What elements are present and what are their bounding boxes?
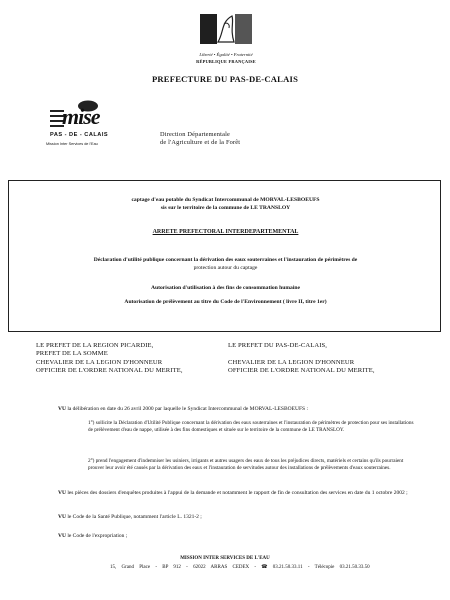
vu-pieces [58,490,424,497]
prefet-left-line-3: CHEVALIER DE LA LEGION D'HONNEUR [36,358,163,366]
marianne-logo-icon [194,12,258,52]
vu-pieces-text: les pièces des dossiers d'enquêtes produites à l'appui de la demande et notamment le rapport de fin de consultation des services en date du 1 octobre 2002 ; [67,490,408,496]
republique-francaise-logo [194,12,258,70]
direction-line-1: Direction Départementale [160,131,231,138]
captage-line-1: captage d'eau potable du Syndicat Intercommunal de MORVAL-LESBOEUFS [131,197,320,203]
vu-label: VU [58,490,66,496]
prefet-pas-de-calais-block [228,342,438,376]
vu-code-expropriation-text: le Code de l'expropriation ; [67,533,128,539]
arrete-header-box [8,180,441,332]
prefet-left-line-2: PREFET DE LA SOMME [36,350,108,358]
vu-label: VU [58,406,66,412]
mise-logo [46,98,132,156]
prefet-right-line-2 [228,350,438,358]
footer-address: 15, Grand Place - BP 912 - 62022 ARRAS CEDEX - ☎ 03.21.50.33.11 - Télécopie 03.21.50.33.50 [110,565,370,570]
vu-code-expropriation [58,533,424,540]
declaration-line-1: Déclaration d'utilité publique concernant la dérivation des eaux souterraines et l'instauration de périmètres de [93,257,358,263]
prefecture-title: PREFECTURE DU PAS-DE-CALAIS [151,74,299,84]
declaration-line-2: protection autour du captage [193,265,258,271]
footer-mission: MISSION INTER SERVICES DE L'EAU [180,556,270,561]
prefet-right-line-4: OFFICIER DE L'ORDRE NATIONAL DU MERITE, [228,367,375,375]
vu-code-sante-text: le Code de la Santé Publique, notamment l'article L. 1321-2 ; [67,514,202,520]
direction-line-2: de l'Agriculture et de la Forêt [160,139,241,146]
autorisation-prelevement: Autorisation de prélèvement au titre du Code de l'Environnement ( livre II, titre 1er) [124,299,327,305]
country-name: RÉPUBLIQUE FRANÇAISE [196,59,256,64]
arrete-title: ARRETE PREFECTORAL INTERDEPARTEMENTAL [152,229,299,235]
sollicite-paragraph: 1°) sollicite la Déclaration d'Utilité Publique concernant la dérivation des eaux souterraines et l'instauration de périmètres de protection pour ses installations de prélèvement d'eau de nappe, utilisée à des fins domestiques et située sur le territoire de la commune de LE TRANSLOY. [88,420,414,434]
engagement-paragraph: 2°) prend l'engagement d'indemniser les usiniers, irrigants et autres usagers des eaux de tous les préjudices directs, matériels et certains qu'ils pourraient prouver leur avoir été causés par la dérivation des eaux et l'instauration de servitudes autour des installations de prélèvements d'eaux souterraines. [88,458,404,472]
captage-line-2: sis sur le territoire de la commune de LE TRANSLOY [160,205,291,211]
vu-code-sante [58,514,424,521]
prefet-picardie-block [36,342,226,376]
vu-deliberation-text: la délibération en date du 26 avril 2000 par laquelle le Syndicat Intercommunal de MORVAL-LESBOEUFS : [67,406,308,412]
prefet-right-line-3: CHEVALIER DE LA LEGION D'HONNEUR [228,358,355,366]
vu-label: VU [58,533,66,539]
mise-subtitle: PAS - DE - CALAIS [50,132,109,138]
prefet-left-line-1: LE PREFET DE LA REGION PICARDIE, [36,342,154,349]
mise-logo-text: mise [62,104,100,129]
direction-block [160,131,240,147]
vu-deliberation [58,406,424,413]
motto-text: Liberté • Égalité • Fraternité [199,52,253,57]
vu-label: VU [58,514,66,520]
prefet-right-line-1: LE PREFET DU PAS-DE-CALAIS, [228,342,328,349]
mise-mission-text: Mission Inter Services de l'Eau [46,142,98,146]
autorisation-utilisation: Autorisation d'utilisation à des fins de consommation humaine [150,285,301,291]
prefet-left-line-4: OFFICIER DE L'ORDRE NATIONAL DU MERITE, [36,367,183,375]
